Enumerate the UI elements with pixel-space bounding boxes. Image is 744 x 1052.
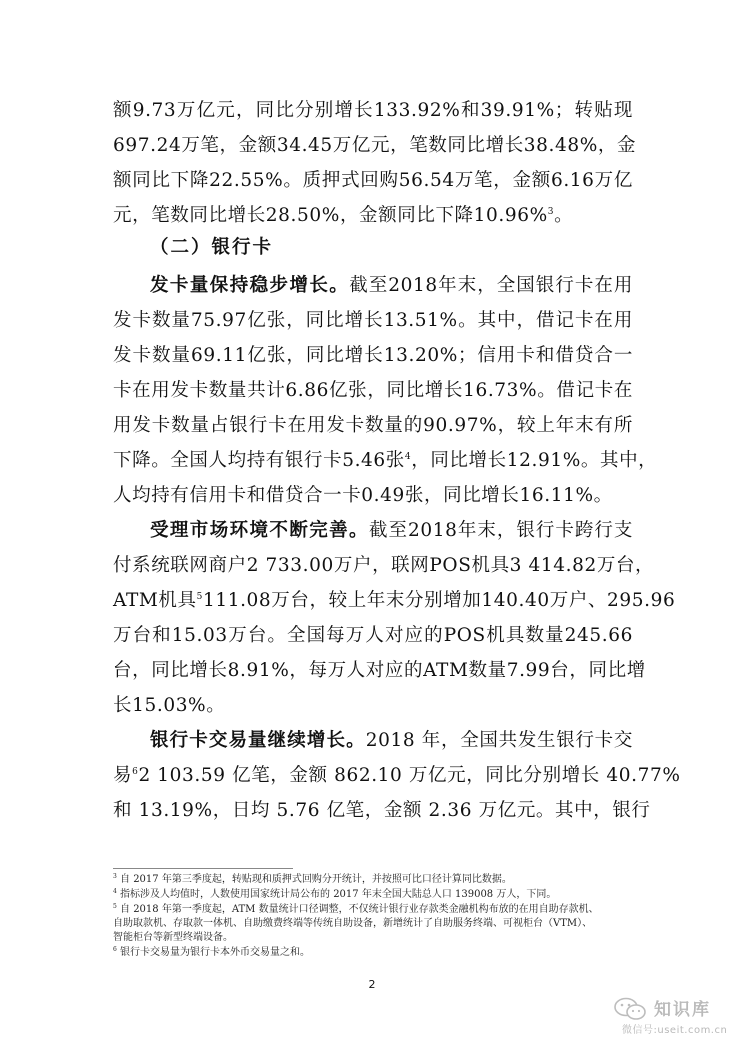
body-line: 台，同比增长8.91%，每万人对应的ATM数量7.99台，同比增 bbox=[113, 660, 646, 681]
watermark-brand: 知识库 bbox=[654, 1000, 711, 1020]
body-line: 卡在用发卡数量共计6.86亿张，同比增长16.73%。借记卡在 bbox=[113, 380, 633, 401]
footnote-ref: 6 bbox=[132, 767, 139, 777]
footnote: 自助取款机、存取款一体机、自助缴费终端等传统自助设备，新增统计了自助服务终端、可视柜台（VTM）、 bbox=[113, 918, 593, 929]
body-line: 付系统联网商户2 733.00万户，联网POS机具3 414.82万台， bbox=[113, 555, 655, 576]
paragraph-lead-line: 银行卡交易量继续增长。2018 年，全国共发生银行卡交 bbox=[150, 730, 633, 751]
watermark-subtitle: 微信号:useit.com.cn bbox=[622, 1025, 728, 1036]
body-line: 长15.03%。 bbox=[113, 695, 226, 716]
body-line: 额9.73万亿元，同比分别增长133.92%和39.91%；转贴现 bbox=[113, 100, 633, 121]
footnote-ref: 3 bbox=[547, 207, 555, 217]
body-line: 元，笔数同比增长28.50%，金额同比下降10.96%$^3$。 bbox=[113, 205, 574, 226]
footnote: $^6$ 银行卡交易量为银行卡本外币交易量之和。 bbox=[113, 946, 311, 958]
footnote-divider bbox=[113, 868, 293, 869]
body-line: 下降。全国人均持有银行卡5.46张$^4$，同比增长12.91%。其中， bbox=[113, 450, 658, 471]
paragraph-lead-line: 发卡量保持稳步增长。截至2018年末，全国银行卡在用 bbox=[150, 275, 633, 296]
page-number: 2 bbox=[368, 978, 376, 991]
paragraph-lead-line: 受理市场环境不断完善。截至2018年末，银行卡跨行支 bbox=[150, 520, 633, 541]
body-line: 万台和15.03万台。全国每万人对应的POS机具数量245.66 bbox=[113, 625, 633, 646]
body-line: 发卡数量75.97亿张，同比增长13.51%。其中，借记卡在用 bbox=[113, 310, 633, 331]
body-line: 额同比下降22.55%。质押式回购56.54万笔，金额6.16万亿 bbox=[113, 170, 633, 191]
body-line: 用发卡数量占银行卡在用发卡数量的90.97%，较上年末有所 bbox=[113, 415, 633, 436]
watermark bbox=[614, 995, 732, 1041]
footnote-ref: 5 bbox=[196, 592, 203, 602]
footnote: $^5$ 自 2018 年第一季度起，ATM 数量统计口径调整，不仅统计银行业存款类金融机构布放的在用自助存款机、 bbox=[113, 903, 599, 915]
body-line: 人均持有信用卡和借贷合一卡0.49张，同比增长16.11%。 bbox=[113, 485, 613, 506]
paragraph-lead: 银行卡交易量继续增长。 bbox=[150, 730, 366, 751]
body-line: 易$^6$2 103.59 亿笔，金额 862.10 万亿元，同比分别增长 40.77% bbox=[113, 765, 681, 786]
footnote: $^4$ 指标涉及人均值时，人数使用国家统计局公布的 2017 年末全国大陆总人口 139008 万人，下同。 bbox=[113, 888, 557, 900]
body-line: 和 13.19%，日均 5.76 亿笔，金额 2.36 万亿元。其中，银行 bbox=[113, 800, 651, 821]
footnote: $^3$ 自 2017 年第三季度起，转贴现和质押式回购分开统计，并按照可比口径计算同比数据。 bbox=[113, 873, 512, 885]
section-heading: （二）银行卡 bbox=[150, 237, 274, 258]
footnote: 智能柜台等新型终端设备。 bbox=[113, 932, 233, 943]
paragraph-lead: 发卡量保持稳步增长。 bbox=[150, 275, 350, 296]
paragraph-lead: 受理市场环境不断完善。 bbox=[150, 520, 369, 541]
footnote-ref: 4 bbox=[404, 452, 412, 462]
body-line: 发卡数量69.11亿张，同比增长13.20%；信用卡和借贷合一 bbox=[113, 345, 633, 366]
body-line: ATM机具$^5$111.08万台，较上年末分别增加140.40万户、295.96 bbox=[113, 590, 676, 611]
body-line: 697.24万笔，金额34.45万亿元，笔数同比增长38.48%，金 bbox=[113, 135, 637, 156]
